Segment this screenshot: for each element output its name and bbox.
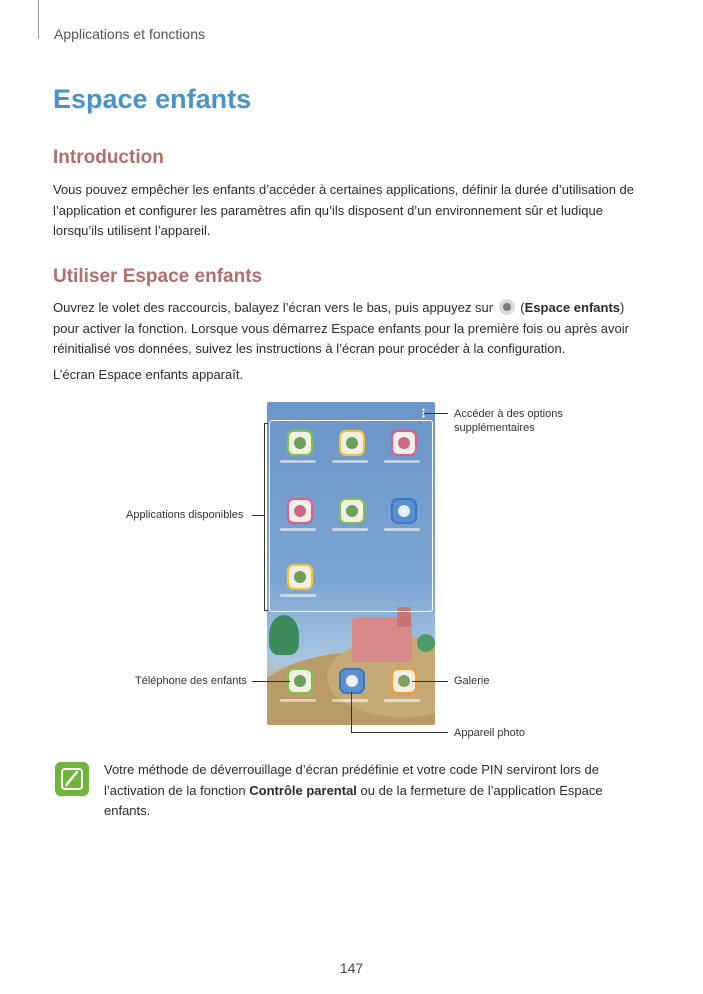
background-dinosaur <box>269 615 299 655</box>
callout-kids-phone: Téléphone des enfants <box>135 675 247 687</box>
callout-line-more-options <box>424 413 448 414</box>
intro-heading: Introduction <box>53 147 164 168</box>
app-label-placeholder <box>280 699 316 702</box>
kids-app-icon[interactable] <box>391 498 417 524</box>
header-divider <box>38 0 39 38</box>
usage-paragraph: Ouvrez le volet des raccourcis, balayez l’écran vers le bas, puis appuyez sur (Espace enfants) pour activer la fonction. Lorsque vous démarrez Espace enfants pour la première fois ou après avoir réinitialisé vos données, suivez les instructions à l’écran pour procéder à la configuration. <box>53 300 629 356</box>
kids-app-icon[interactable] <box>287 430 313 456</box>
usage-text-before: Ouvrez le volet des raccourcis, balayez l’écran vers le bas, puis appuyez sur <box>53 300 494 315</box>
app-label-placeholder <box>384 460 420 463</box>
intro-paragraph: Vous pouvez empêcher les enfants d’accéder à certaines applications, définir la durée d’utilisation de l’application et configurer les paramètres afin qu’ils disposent d’un environnement sûr et ludique lorsqu’ils utilisent l’appareil. <box>53 182 635 238</box>
callout-camera: Appareil photo <box>454 727 525 739</box>
app-label-placeholder <box>332 699 368 702</box>
usage-app-name: Espace enfants <box>524 300 620 315</box>
note-parental-control: Contrôle parental <box>249 782 357 798</box>
kids-app-icon[interactable] <box>287 498 313 524</box>
callout-line-gallery <box>412 681 448 682</box>
app-label-placeholder <box>280 594 316 597</box>
pencil-note-icon <box>55 762 89 796</box>
app-label-placeholder <box>384 528 420 531</box>
usage-heading: Utiliser Espace enfants <box>53 266 263 287</box>
callout-line-camera-vertical <box>351 692 352 732</box>
callout-available-apps: Applications disponibles <box>126 509 244 521</box>
note-text-after: ou de la fermeture de l’application Espace enfants. <box>104 782 603 818</box>
app-label-placeholder <box>280 528 316 531</box>
page-title: Espace enfants <box>53 84 252 114</box>
kids-home-icon <box>499 299 515 315</box>
usage-screen-sentence: L’écran Espace enfants apparaît. <box>53 367 244 382</box>
callout-line-kids-phone <box>252 681 290 682</box>
callout-gallery: Galerie <box>454 675 490 687</box>
app-label-placeholder <box>280 460 316 463</box>
app-label-placeholder <box>332 460 368 463</box>
note-text-before: Votre méthode de déverrouillage d’écran prédéfinie et votre code PIN serviront lors de l’activation de la fonction <box>104 762 600 798</box>
app-label-placeholder <box>332 528 368 531</box>
kids-app-icon[interactable] <box>339 498 365 524</box>
kids-app-icon[interactable] <box>339 430 365 456</box>
callout-line-camera-horizontal <box>351 732 448 733</box>
callout-bracket-apps <box>264 423 268 611</box>
background-tree <box>417 634 435 652</box>
kids-phone-icon[interactable] <box>287 668 313 694</box>
kids-app-icon[interactable] <box>391 430 417 456</box>
kids-app-icon[interactable] <box>287 564 313 590</box>
page-number: 147 <box>339 960 364 976</box>
usage-text-after: pour activer la fonction. Lorsque vous démarrez Espace enfants pour la première fois ou après avoir réinitialisé vos données, suivez les instructions à l’écran pour procéder à la configuration. <box>53 320 629 356</box>
note-paragraph <box>104 760 644 822</box>
section-header: Applications et fonctions <box>54 26 205 42</box>
callout-more-options: Accéder à des options supplémentaires <box>454 408 563 434</box>
callout-line-apps <box>252 515 264 516</box>
app-label-placeholder <box>384 699 420 702</box>
kids-camera-icon[interactable] <box>339 668 365 694</box>
kids-home-screenshot <box>267 402 435 725</box>
